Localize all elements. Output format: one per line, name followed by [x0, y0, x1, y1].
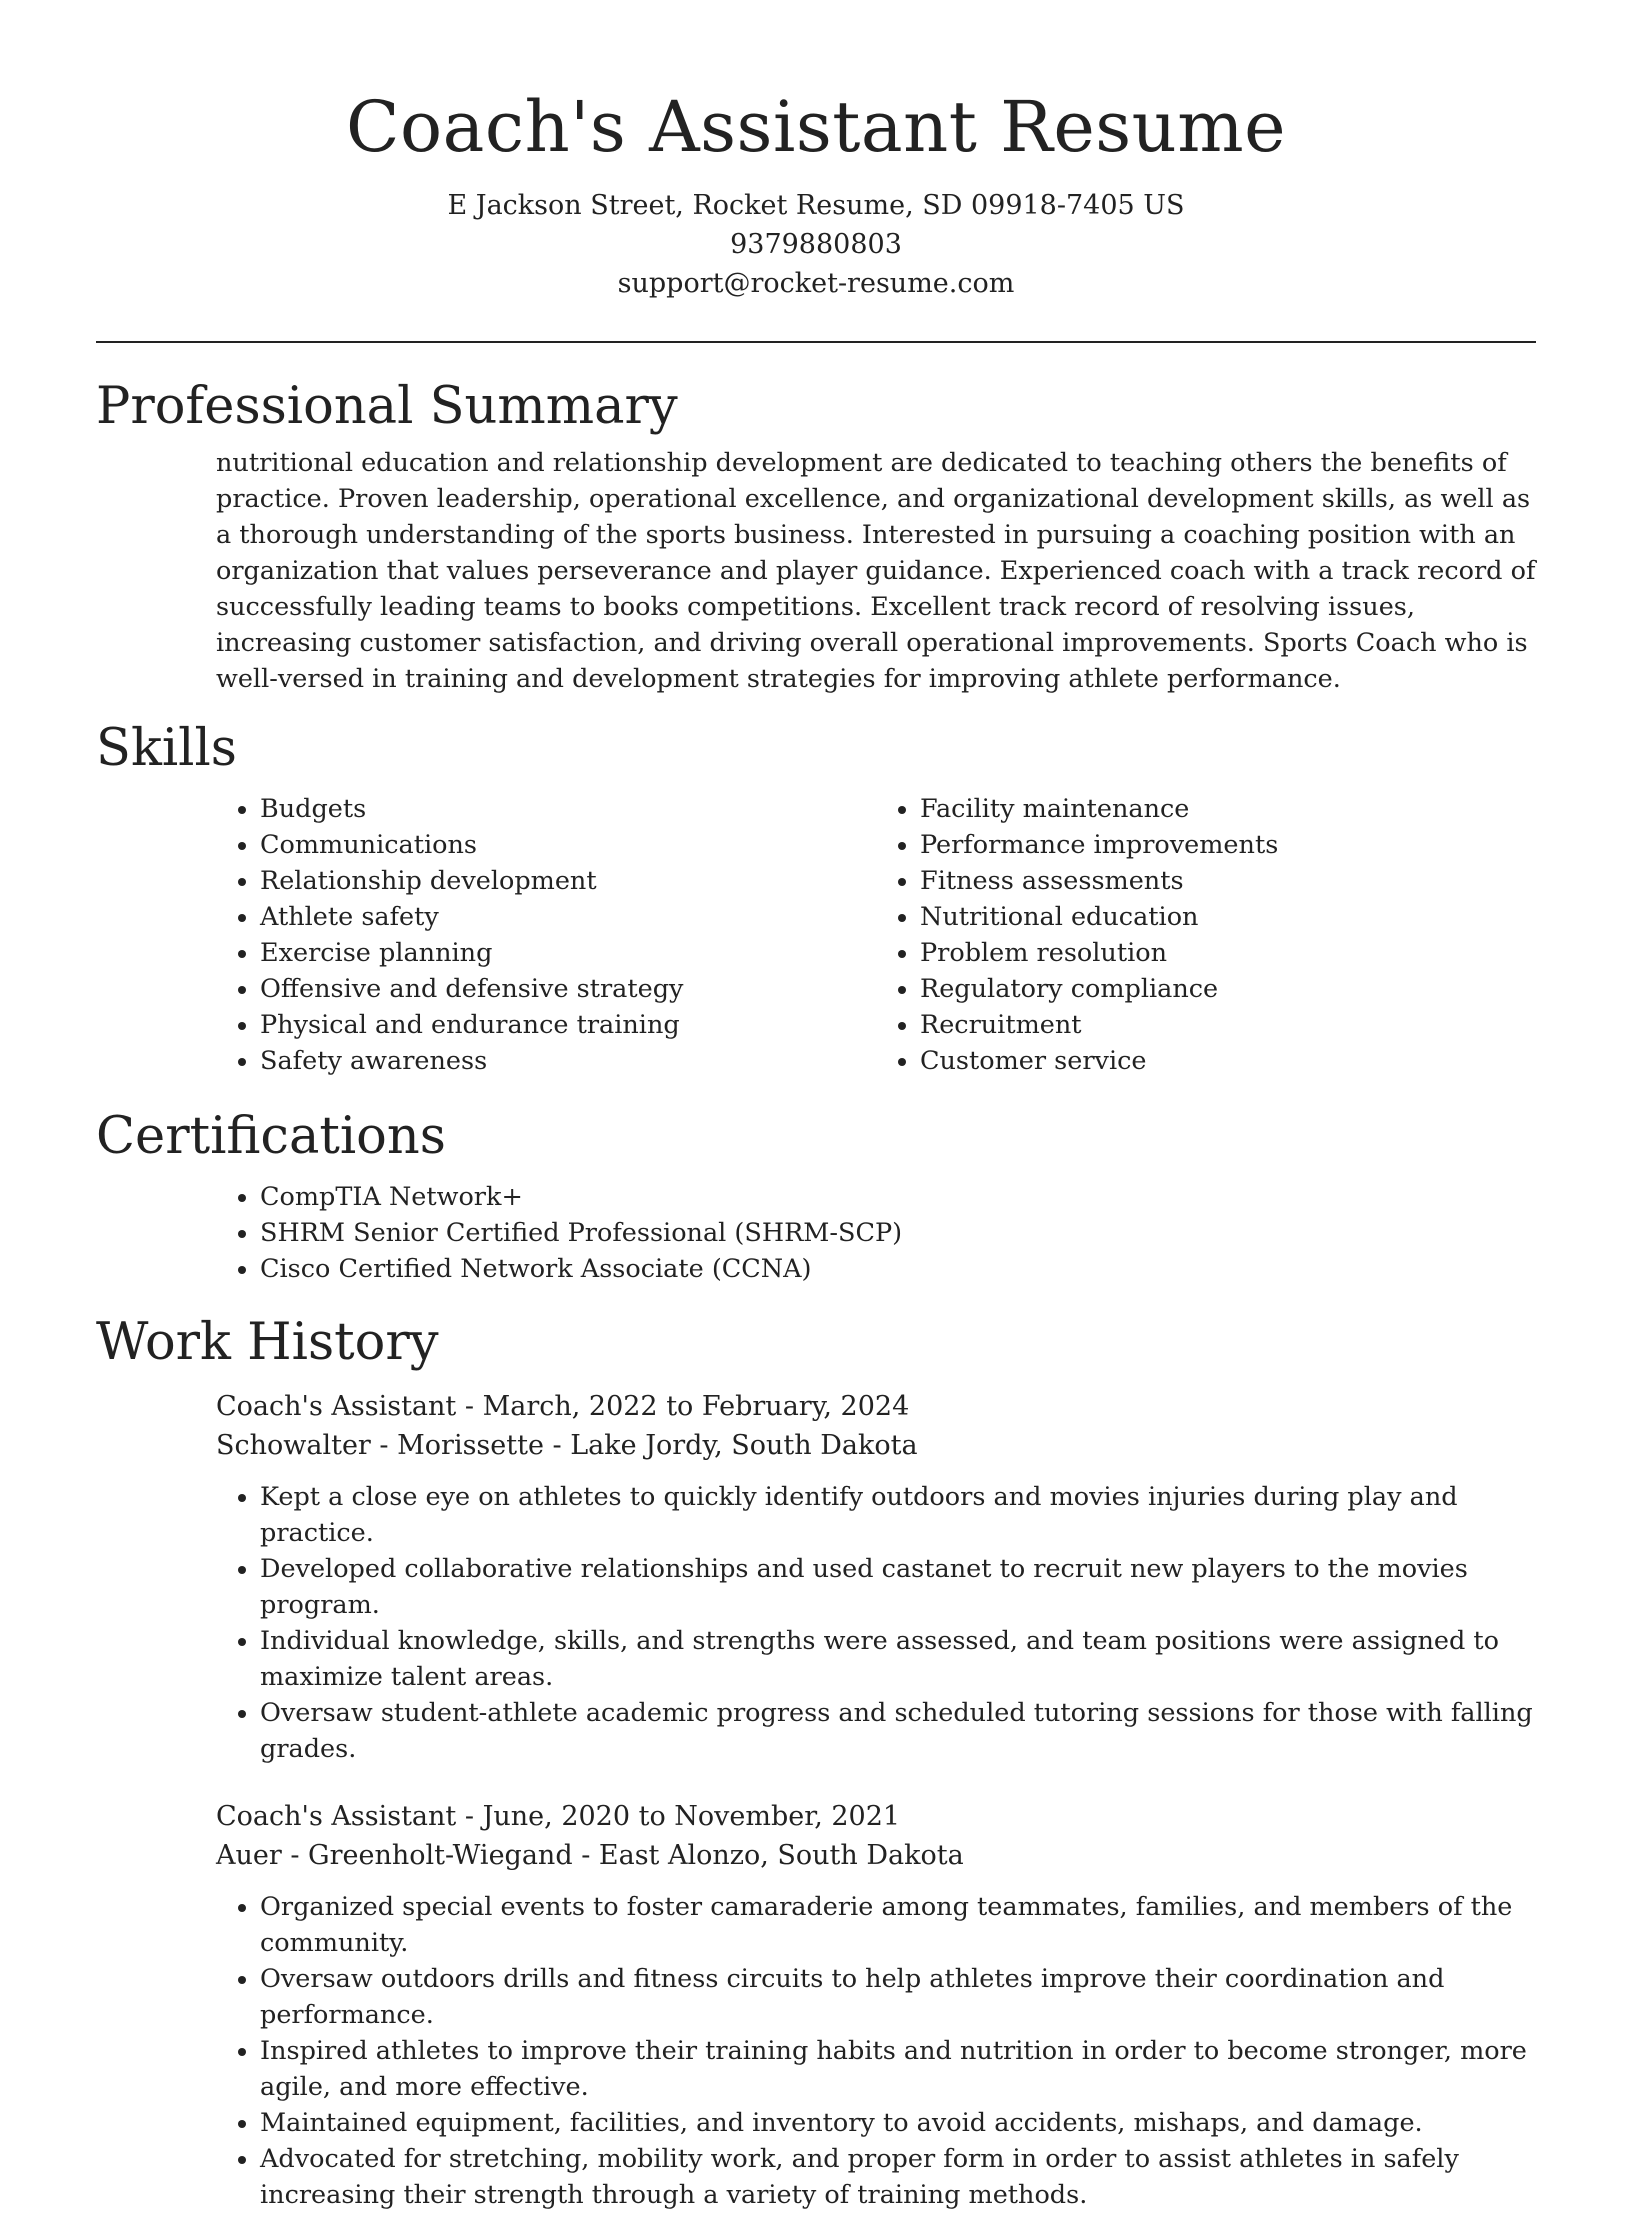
- skill-item: • Nutritional education: [920, 899, 1536, 935]
- skill-item: • Fitness assessments: [920, 863, 1536, 899]
- job-bullet: • Individual knowledge, skills, and strengths were assessed, and team positions were assigned to maximize talent areas.: [260, 1623, 1536, 1695]
- resume-title: Coach's Assistant Resume: [345, 86, 1287, 168]
- job-title-line: [216, 1797, 1536, 1836]
- certifications-section: [96, 1107, 1536, 1287]
- work-history-heading: Work History: [96, 1313, 439, 1372]
- skill-item: • Problem resolution: [920, 935, 1536, 971]
- job-bullets: [216, 1479, 1536, 1767]
- job-entry: [216, 1797, 1536, 2213]
- certification-item: • CompTIA Network+: [260, 1179, 1536, 1215]
- certification-item: • Cisco Certified Network Associate (CCNA): [260, 1251, 1536, 1287]
- contact-email: support@rocket-resume.com: [617, 268, 1015, 299]
- job-title: Coach's Assistant: [216, 1391, 457, 1422]
- job-dates: - March, 2022 to February, 2024: [456, 1391, 910, 1422]
- skills-grid: [216, 791, 1536, 1079]
- summary-section: [96, 377, 1536, 697]
- skill-item: • Offensive and defensive strategy: [260, 971, 876, 1007]
- job-bullet: • Inspired athletes to improve their training habits and nutrition in order to become stronger, more agile, and more effective.: [260, 2033, 1536, 2105]
- work-history-section: [96, 1313, 1536, 2213]
- skill-item: • Safety awareness: [260, 1043, 876, 1079]
- certification-item: • SHRM Senior Certified Professional (SHRM-SCP): [260, 1215, 1536, 1251]
- job-bullet: • Organized special events to foster camaraderie among teammates, families, and members of the community.: [260, 1889, 1536, 1961]
- certifications-heading: Certifications: [96, 1107, 446, 1166]
- summary-text: nutritional education and relationship development are dedicated to teaching others the benefits of practice. Proven leadership, operational excellence, and organizational development skills, as well as a thorough understanding of the sports business. Interested in pursuing a coaching position with an organization that values perseverance and player guidance. Experienced coach with a track record of successfully leading teams to books competitions. Excellent track record of resolving issues, increasing customer satisfaction, and driving overall operational improvements. Sports Coach who is well-versed in training and development strategies for improving athlete performance.: [216, 448, 1536, 694]
- job-location: - Lake Jordy, South Dakota: [543, 1430, 918, 1461]
- job-company: Schowalter - Morissette: [216, 1430, 544, 1461]
- contact-phone: 9379880803: [730, 229, 902, 260]
- skill-item: • Physical and endurance training: [260, 1007, 876, 1043]
- skill-item: • Budgets: [260, 791, 876, 827]
- skill-item: • Performance improvements: [920, 827, 1536, 863]
- skills-section: [96, 719, 1536, 1079]
- job-bullets: [216, 1889, 1536, 2213]
- contact-block: [96, 186, 1536, 303]
- header-divider: [96, 341, 1536, 343]
- job-title: Coach's Assistant: [216, 1801, 457, 1832]
- skill-item: • Communications: [260, 827, 876, 863]
- job-dates: - June, 2020 to November, 2021: [456, 1801, 901, 1832]
- skill-item: • Customer service: [920, 1043, 1536, 1079]
- job-company-line: [216, 1426, 1536, 1465]
- certifications-list: [216, 1179, 1536, 1287]
- skill-item: • Facility maintenance: [920, 791, 1536, 827]
- skill-item: • Recruitment: [920, 1007, 1536, 1043]
- job-entry: [216, 1387, 1536, 1767]
- skill-item: • Athlete safety: [260, 899, 876, 935]
- skills-heading: Skills: [96, 719, 237, 778]
- resume-page: [96, 0, 1536, 2213]
- skills-list-right: [876, 791, 1536, 1079]
- job-company-line: [216, 1836, 1536, 1875]
- job-bullet: • Maintained equipment, facilities, and inventory to avoid accidents, mishaps, and damage.: [260, 2105, 1536, 2141]
- job-company: Auer - Greenholt-Wiegand: [216, 1840, 573, 1871]
- job-bullet: • Oversaw outdoors drills and fitness circuits to help athletes improve their coordination and performance.: [260, 1961, 1536, 2033]
- resume-header: [96, 0, 1536, 303]
- job-bullet: • Developed collaborative relationships and used castanet to recruit new players to the movies program.: [260, 1551, 1536, 1623]
- skill-item: • Relationship development: [260, 863, 876, 899]
- job-bullet: • Kept a close eye on athletes to quickly identify outdoors and movies injuries during play and practice.: [260, 1479, 1536, 1551]
- job-title-line: [216, 1387, 1536, 1426]
- contact-address: E Jackson Street, Rocket Resume, SD 09918-7405 US: [447, 190, 1185, 221]
- job-bullet: • Oversaw student-athlete academic progress and scheduled tutoring sessions for those with falling grades.: [260, 1695, 1536, 1767]
- job-bullet: • Advocated for stretching, mobility work, and proper form in order to assist athletes in safely increasing their strength through a variety of training methods.: [260, 2141, 1536, 2213]
- skills-list-left: [216, 791, 876, 1079]
- skill-item: • Regulatory compliance: [920, 971, 1536, 1007]
- skill-item: • Exercise planning: [260, 935, 876, 971]
- job-location: - East Alonzo, South Dakota: [572, 1840, 964, 1871]
- summary-heading: Professional Summary: [96, 377, 678, 436]
